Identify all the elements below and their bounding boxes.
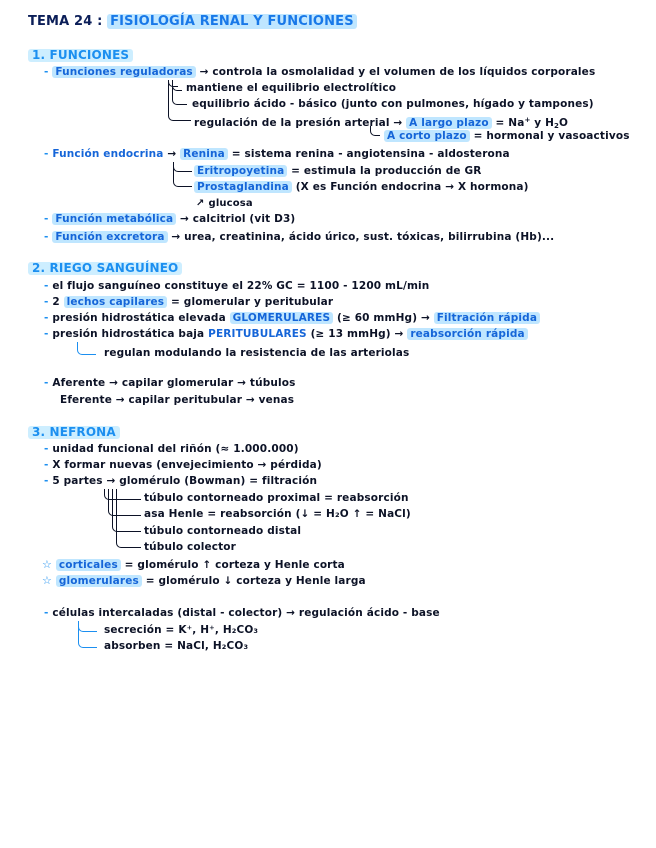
s1-excr-line: - Función excretora → urea, creatinina, ácido úrico, sust. tóxicas, bilirrubina (Hb)...: [44, 231, 555, 243]
glom-label: glomerulares: [56, 575, 142, 587]
brace: [78, 621, 97, 648]
s2-l6: Aferente → capilar glomerular → túbulos: [52, 377, 296, 389]
meta-label: Función metabólica: [52, 213, 176, 225]
s2-l4-b: PERITUBULARES: [208, 328, 307, 340]
s2-l5: regulan modulando la resistencia de las arteriolas: [104, 347, 410, 359]
s2-l2-a: 2: [52, 296, 60, 308]
meta-text: calcitriol (vit D3): [192, 213, 296, 225]
s2-l4-c: (≥ 13 mmHg) →: [310, 328, 404, 340]
star-icon: ☆: [42, 558, 53, 571]
reg-b: equilibrio ácido - básico (junto con pulmones, hígado y tampones): [192, 98, 594, 110]
title-prefix: TEMA 24 :: [28, 14, 103, 29]
excr-label: Función excretora: [52, 231, 167, 243]
s1-meta-line: - Función metabólica → calcitriol (vit D3): [44, 213, 296, 225]
renina-text: = sistema renina - angiotensina - aldosterona: [231, 148, 510, 160]
s2-l3-d: Filtración rápida: [434, 312, 540, 324]
reg-c: regulación de la presión arterial →: [194, 117, 403, 129]
corto-text: = hormonal y vasoactivos: [473, 130, 630, 142]
brace: [168, 80, 191, 121]
corto-line: [384, 130, 630, 143]
largo-label: A largo plazo: [406, 117, 492, 129]
s2-l6-line: - Aferente → capilar glomerular → túbulos: [44, 377, 296, 389]
s2-l4-d: reabsorción rápida: [407, 328, 527, 340]
s2-l4-a: presión hidrostática baja: [52, 328, 205, 340]
section-2-heading: 2. RIEGO SANGUÍNEO: [28, 262, 182, 275]
s3-cort-line: [42, 558, 345, 572]
reg-a: mantiene el equilibrio electrolítico: [186, 82, 397, 94]
endo-label: Función endocrina: [52, 148, 164, 160]
s3-l3-line: - 5 partes → glomérulo (Bowman) = filtración: [44, 475, 318, 487]
section-3-heading: 3. NEFRONA: [28, 426, 120, 439]
s2-l7: Eferente → capilar peritubular → venas: [60, 394, 295, 406]
s2-l2-hl: lechos capilares: [64, 296, 168, 308]
glucosa: glucosa: [208, 198, 253, 209]
s2-l3-a: presión hidrostática elevada: [52, 312, 226, 324]
s3-p2: túbulo contorneado proximal = reabsorción: [144, 492, 409, 504]
s3-l1-line: - unidad funcional del riñón (≈ 1.000.000): [44, 443, 299, 455]
s3-sec: secreción = K⁺, H⁺, H₂CO₃: [104, 624, 259, 636]
s3-l2: X formar nuevas (envejecimiento → pérdida): [52, 459, 322, 471]
s3-p3: asa Henle = reabsorción (↓ = H₂O ↑ = NaCl): [144, 508, 411, 520]
s2-l4-line: - presión hidrostática baja PERITUBULARES (≥ 13 mmHg) → reabsorción rápida: [44, 328, 528, 341]
reg-c-line: regulación de la presión arterial → A largo plazo = Na+ y $H_2O$: [194, 116, 569, 130]
s3-glom-line: [42, 574, 366, 588]
prosta-line: [194, 181, 529, 194]
title-text: FISIOLOGÍA RENAL Y FUNCIONES: [107, 14, 357, 29]
s3-p5: túbulo colector: [144, 541, 236, 553]
s2-l2-b: = glomerular y peritubular: [171, 296, 334, 308]
excr-text: → urea, creatinina, ácido úrico, sust. tóxicas, bilirrubina (Hb)...: [171, 231, 555, 243]
prosta-text: (X es Función endocrina → X hormona): [295, 181, 529, 193]
s2-l2-line: - 2 lechos capilares = glomerular y peritubular: [44, 296, 334, 308]
brace: [116, 489, 141, 548]
largo-tail: y H: [534, 117, 555, 129]
cort-text: = glomérulo ↑ corteza y Henle corta: [124, 559, 345, 571]
corto-label: A corto plazo: [384, 130, 470, 142]
s2-l3-b: GLOMERULARES: [230, 312, 334, 324]
largo-text: = Na: [495, 117, 525, 129]
s2-l1: el flujo sanguíneo constituye el 22% GC = 1100 - 1200 mL/min: [52, 280, 430, 292]
page-title: [28, 15, 357, 28]
cort-label: corticales: [56, 559, 121, 571]
brace: [370, 126, 380, 136]
s3-l3: 5 partes → glomérulo (Bowman) = filtración: [52, 475, 318, 487]
s3-l2-line: - X formar nuevas (envejecimiento → pérdida): [44, 459, 322, 471]
s3-p4: túbulo contorneado distal: [144, 525, 302, 537]
s3-l1: unidad funcional del riñón (≈ 1.000.000): [52, 443, 299, 455]
reg-text: → controla la osmolalidad y el volumen de los líquidos corporales: [199, 66, 596, 78]
section-1-heading: 1. FUNCIONES: [28, 49, 133, 62]
brace: [77, 342, 96, 355]
s2-l3-line: - presión hidrostática elevada GLOMERULARES (≥ 60 mmHg) → Filtración rápida: [44, 312, 540, 325]
s1-endo-line: - Función endocrina → Renina = sistema renina - angiotensina - aldosterona: [44, 148, 510, 160]
prosta: Prostaglandina: [194, 181, 292, 193]
s2-l3-c: (≥ 60 mmHg) →: [337, 312, 430, 324]
eritro: Eritropoyetina: [194, 165, 287, 177]
eritro-line: [194, 165, 481, 178]
star-icon: ☆: [42, 574, 53, 587]
s3-inter-line: - células intercaladas (distal - colector) → regulación ácido - base: [44, 607, 440, 619]
s1-reg-line: - Funciones reguladoras → controla la osmolalidad y el volumen de los líquidos corporales: [44, 66, 596, 78]
reg-label: Funciones reguladoras: [52, 66, 196, 78]
s3-abs: absorben = NaCl, H₂CO₃: [104, 640, 249, 652]
glucosa-line: ↗ glucosa: [196, 198, 253, 209]
brace: [173, 162, 192, 187]
s2-l1-line: - el flujo sanguíneo constituye el 22% GC = 1100 - 1200 mL/min: [44, 280, 430, 292]
s3-inter: células intercaladas (distal - colector) → regulación ácido - base: [52, 607, 440, 619]
eritro-text: = estimula la producción de GR: [291, 165, 482, 177]
renina: Renina: [180, 148, 228, 160]
glom-text: = glomérulo ↓ corteza y Henle larga: [145, 575, 366, 587]
largo-tail2: O: [559, 117, 569, 129]
